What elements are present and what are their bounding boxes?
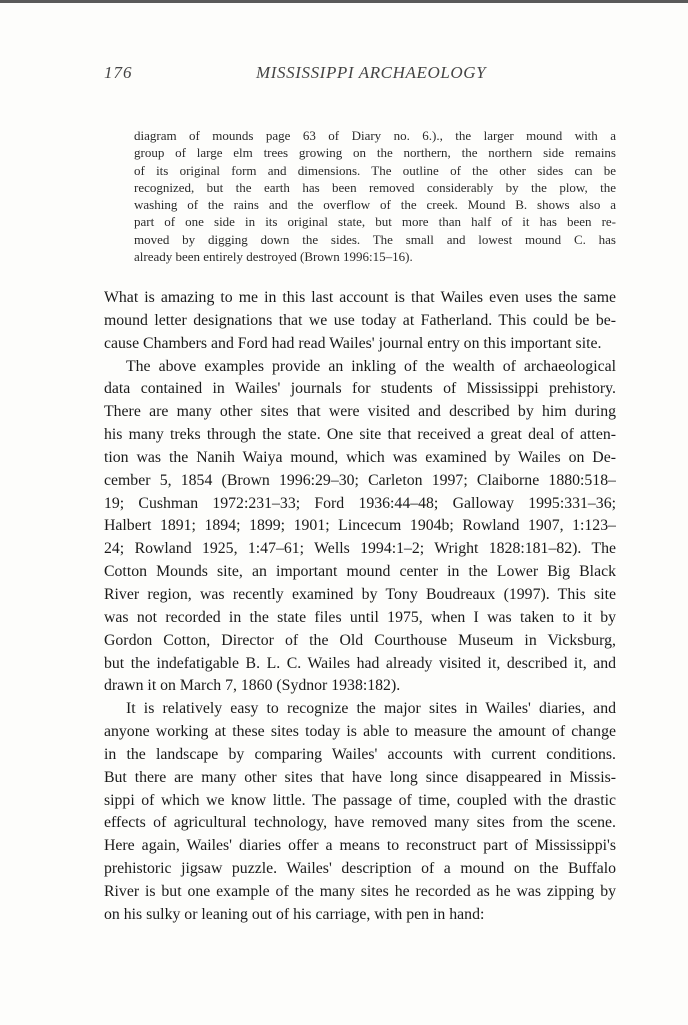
running-title: MISSISSIPPI ARCHAEOLOGY <box>256 63 487 82</box>
body-line: but the indefatigable B. L. C. Wailes had already visited it, described it, and <box>104 654 616 672</box>
quote-line: diagram of mounds page 63 of Diary no. 6.)., the larger mound with a <box>134 128 616 143</box>
body-line: Here again, Wailes' diaries offer a means to reconstruct part of Mississippi's <box>104 837 616 855</box>
body-line: River is but one example of the many sites he recorded as he was zipping by <box>104 882 616 900</box>
body-line: Halbert 1891; 1894; 1899; 1901; Lincecum 1904b; Rowland 1907, 1:123– <box>104 517 616 535</box>
body-line: on his sulky or leaning out of his carriage, with pen in hand: <box>104 905 485 923</box>
page-number: 176 <box>104 63 133 82</box>
quote-line: moved by digging down the sides. The small and lowest mound C. has <box>134 231 616 247</box>
body-line: Gordon Cotton, Director of the Old Courthouse Museum in Vicksburg, <box>104 631 616 649</box>
quote-line: group of large elm trees growing on the northern, the northern side remains <box>134 145 616 161</box>
quote-line: of its original form and dimensions. The outline of the other sides can be <box>134 162 616 178</box>
body-line: cause Chambers and Ford had read Wailes' journal entry on this important site. <box>104 334 602 352</box>
body-line: River region, was recently examined by Tony Boudreaux (1997). This site <box>104 585 616 603</box>
block-quote <box>134 127 616 265</box>
body-line: was not recorded in the state files until 1975, when I was taken to it by <box>104 608 616 626</box>
body-line: 24; Rowland 1925, 1:47–61; Wells 1994:1–2; Wright 1828:181–82). The <box>104 540 616 558</box>
body-line: The above examples provide an inkling of the wealth of archaeological <box>126 357 616 375</box>
paragraph <box>104 287 616 356</box>
body-line: What is amazing to me in this last account is that Wailes even uses the same <box>104 289 616 306</box>
body-text <box>104 287 616 927</box>
body-line: sippi of which we know little. The passage of time, coupled with the drastic <box>104 791 616 809</box>
body-line: tion was the Nanih Waiya mound, which was examined by Wailes on De- <box>104 448 616 466</box>
body-line: cember 5, 1854 (Brown 1996:29–30; Carleton 1997; Claiborne 1880:518– <box>104 471 616 489</box>
quote-line: already been entirely destroyed (Brown 1996:15–16). <box>134 249 413 265</box>
body-line: 19; Cushman 1972:231–33; Ford 1936:44–48; Galloway 1995:331–36; <box>104 494 616 512</box>
paragraph <box>104 356 616 699</box>
body-line: drawn it on March 7, 1860 (Sydnor 1938:182). <box>104 677 401 695</box>
body-line: mound letter designations that we use today at Fatherland. This could be be- <box>104 311 616 329</box>
body-line: in the landscape by comparing Wailes' accounts with current conditions. <box>104 745 616 763</box>
quote-line: washing of the rains and the overflow of the creek. Mound B. shows also a <box>134 197 616 213</box>
quote-line: part of one side in its original state, but more than half of it has been re- <box>134 214 616 230</box>
body-line: But there are many other sites that have long since disappeared in Missis- <box>104 768 616 786</box>
body-line: It is relatively easy to recognize the major sites in Wailes' diaries, and <box>126 700 616 718</box>
body-line: his many treks through the state. One site that received a great deal of atten- <box>104 426 616 444</box>
body-line: data contained in Wailes' journals for students of Mississippi prehistory. <box>104 380 616 398</box>
body-line: anyone working at these sites today is able to measure the amount of change <box>104 723 616 741</box>
body-line: effects of agricultural technology, have removed many sites from the scene. <box>104 814 616 832</box>
top-rule <box>0 0 688 3</box>
quote-line: recognized, but the earth has been removed considerably by the plow, the <box>134 179 616 195</box>
body-line: There are many other sites that were visited and described by him during <box>104 403 616 421</box>
running-head <box>0 63 688 85</box>
paragraph <box>104 698 616 926</box>
body-line: prehistoric jigsaw puzzle. Wailes' description of a mound on the Buffalo <box>104 860 616 878</box>
body-line: Cotton Mounds site, an important mound center in the Lower Big Black <box>104 563 616 581</box>
